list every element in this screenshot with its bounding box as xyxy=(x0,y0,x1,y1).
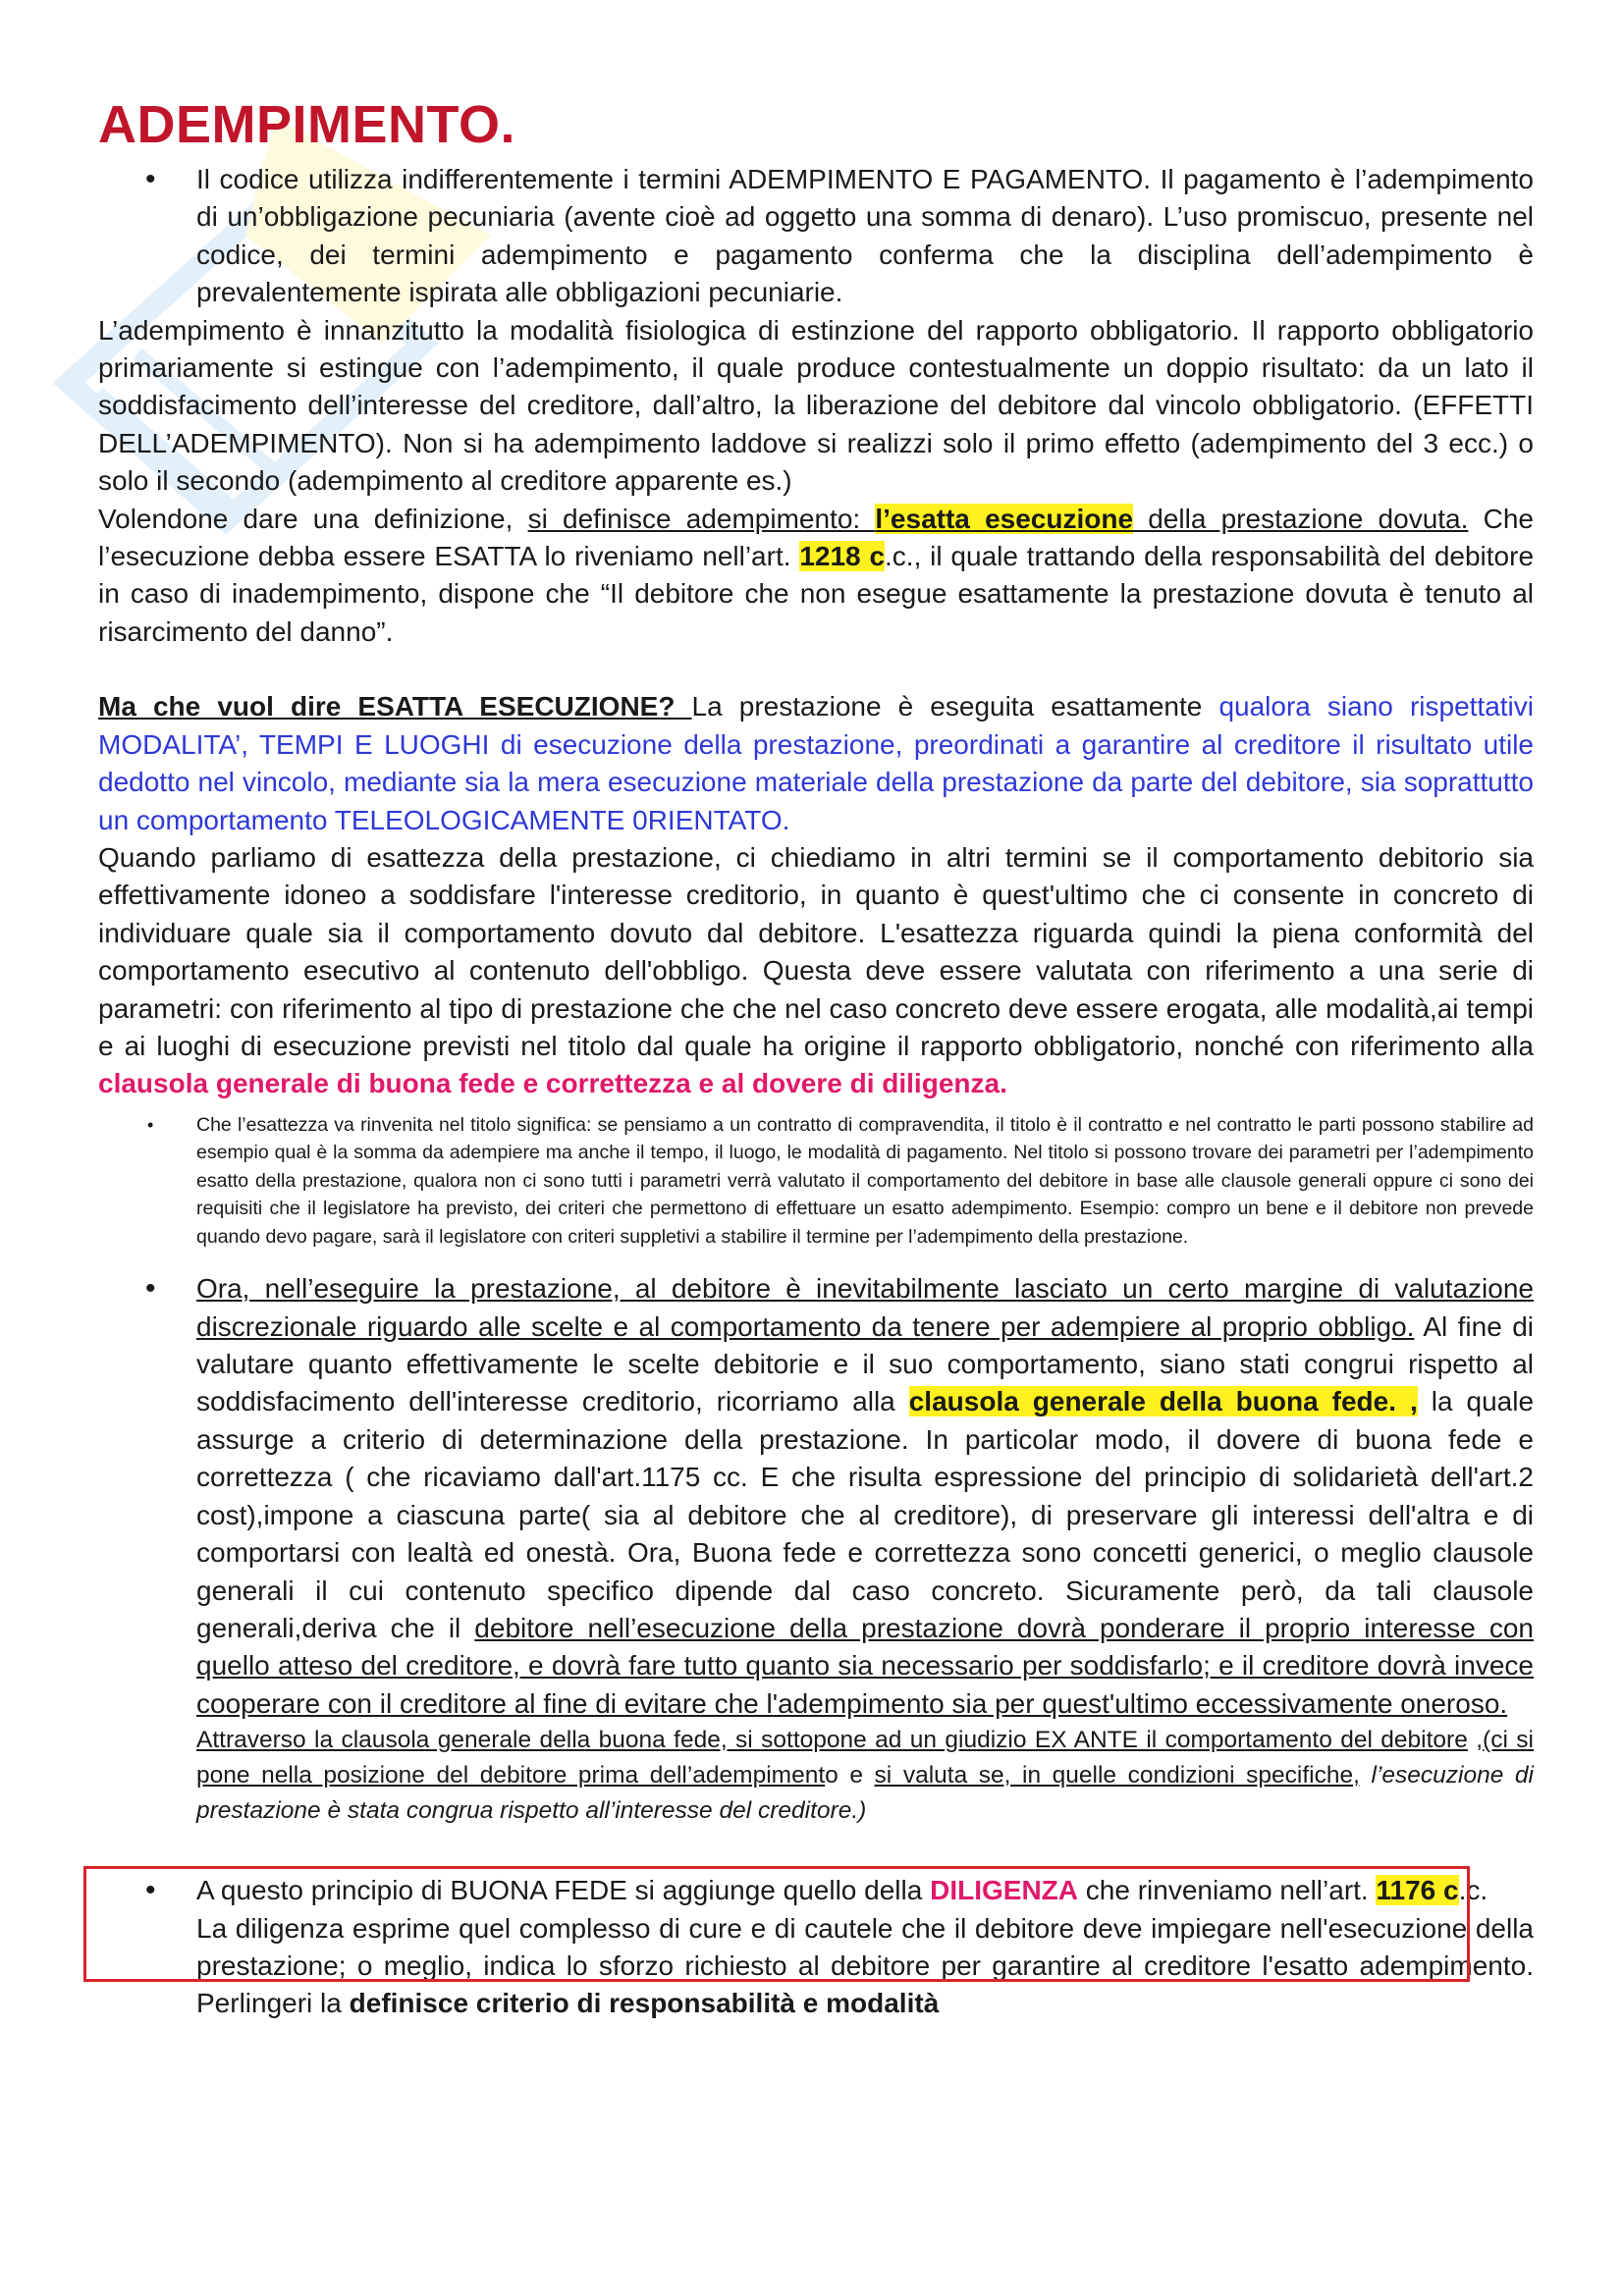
note-small-bullet: • Che l’esattezza va rinvenita nel titolo significa: se pensiamo a un contratto di compravendita, il titolo è il contratto e nel contratto le parti possono stabilire ad esempio qual è la somma da adempiere ma anche il tempo, il luogo, le modalità di pagamento. Nel titolo si possono trovare dei parametri per l’adempimento esatto della prestazione, qualora non ci sono tutti i parametri verrà valutato il comportamento del debitore in base alle clausole generali oppure ci sono dei requisiti che il legislatore ha previsto, dei criteri che permettono di effettuare un esatto adempimento. Esempio: compro un bene e il debitore non prevede quando devo pagare, sarà il legislatore con criteri suppletivi a stabilire il termine per l’adempimento della prestazione. xyxy=(196,1111,1534,1252)
paragraph-diligence: • A questo principio di BUONA FEDE si aggiunge quello della DILIGENZA che rinveniamo nell’art. 1176 c.c. La diligenza esprime quel complesso di cure e di cautele che il debitore deve impiegare nell'esecuzione della prestazione; o meglio, indica lo sforzo richiesto al debitore per garantire al creditore l'esatto adempimento. Perlingeri la definisce criterio di responsabilità e modalità xyxy=(196,1872,1534,2023)
boxed-note: Attraverso la clausola generale della buona fede, si sottopone ad un giudizio EX ANTE il comportamento del debitore ,(ci si pone nella posizione del debitore prima dell’adempimento e si valuta se, in quelle condizioni specifiche, l’esecuzione di prestazione è stata congrua rispetto all’interesse del creditore.) xyxy=(196,1727,1534,1825)
paragraph-definition: L’adempimento è innanzitutto la modalità fisiologica di estinzione del rapporto obbligatorio. Il rapporto obbligatorio primariamente si estingue con l’adempimento, il quale produce contestualmente un doppio risultato: da un lato il soddisfacimento dell’interesse del creditore, dall’altro, la liberazione del debitore dal vincolo obbligatorio. (EFFETTI DELL’ADEMPIMENTO). Non si ha adempimento laddove si realizzi solo il primo effetto (adempimento del 3 ecc.) o solo il secondo (adempimento al creditore apparente es.) Volendone dare una definizione, si definisce adempimento: l’esatta esecuzione della prestazione dovuta. Che l’esecuzione debba essere ESATTA lo riveniamo nell’art. 1218 c.c., il quale trattando della responsabilità del debitore in caso di inadempimento, dispone che “Il debitore che non esegue esattamente la prestazione dovuta è tenuto al risarcimento del danno”. xyxy=(98,314,1535,647)
red-frame xyxy=(83,1866,1470,1982)
paragraph-intro: • Il codice utilizza indifferentemente i termini ADEMPIMENTO E PAGAMENTO. Il pagamento è l’adempimento di un’obbligazione pecuniaria (avente cioè ad oggetto una somma di denaro). L’uso promiscuo, presente nel codice, dei termini adempimento e pagamento conferma che la disciplina dell’adempimento è prevalentemente ispirata alle obbligazioni pecuniarie. xyxy=(196,161,1534,312)
paragraph-exact-execution: Ma che vuol dire ESATTA ESECUZIONE? La prestazione è eseguita esattamente qualora siano rispettativi MODALITA’, TEMPI E LUOGHI di esecuzione della prestazione, preordinati a garantire al creditore il risultato utile dedotto nel vincolo, mediante sia la mera esecuzione materiale della prestazione da parte del debitore, sia soprattutto un comportamento TELEOLOGICAMENTE 0RIENTATO. Quando parliamo di esattezza della prestazione, ci chiediamo in altri termini se il comportamento debitorio sia effettivamente idoneo a soddisfare l'interesse creditorio, in quanto è quest'ultimo che ci consente in concreto di individuare quale sia il comportamento dovuto dal debitore. L'esattezza riguarda quindi la piena conformità del comportamento esecutivo al contenuto dell'obbligo. Questa deve essere valutata con riferimento a una serie di parametri: con riferimento al tipo di prestazione che che nel caso concreto deve essere erogata, alle modalità,ai tempi e ai luoghi di esecuzione previsti nel titolo dal quale ha origine il rapporto obbligatorio, nonché con riferimento alla clausola generale di buona fede e correttezza e al dovere di diligenza. xyxy=(98,691,1535,1099)
page-title: ADEMPIMENTO. xyxy=(98,95,516,154)
paragraph-good-faith: • Ora, nell’eseguire la prestazione, al debitore è inevitabilmente lasciato un certo margine di valutazione discrezionale riguardo alle scelte e al comportamento da tenere per adempiere al proprio obbligo. Al fine di valutare quanto effettivamente le scelte debitorie e il suo comportamento, siano stati congrui rispetto al soddisfacimento dell'interesse creditorio, ricorriamo alla clausola generale della buona fede. , la quale assurge a criterio di determinazione della prestazione. In particolar modo, il dovere di buona fede e correttezza ( che ricaviamo dall'art.1175 cc. E che risulta espressione del principio di solidarietà dell'art.2 cost),impone a ciascuna parte( sia al debitore che al creditore), di preservare gli interessi dell'altra e di comportarsi con lealtà ed onestà. Ora, Buona fede e correttezza sono concetti generici, o meglio clausole generali il cui contenuto specifico dipende dal caso concreto. Sicuramente però, da tali clausole generali,deriva che il debitore nell’esecuzione della prestazione dovrà ponderare il proprio interesse con quello atteso del creditore, e dovrà fare tutto quanto sia necessario per soddisfarlo; e il creditore dovrà invece cooperare con il creditore al fine di evitare che l'adempimento sia per quest'ultimo eccessivamente oneroso. xyxy=(196,1270,1534,1723)
document-page xyxy=(98,94,1534,2023)
